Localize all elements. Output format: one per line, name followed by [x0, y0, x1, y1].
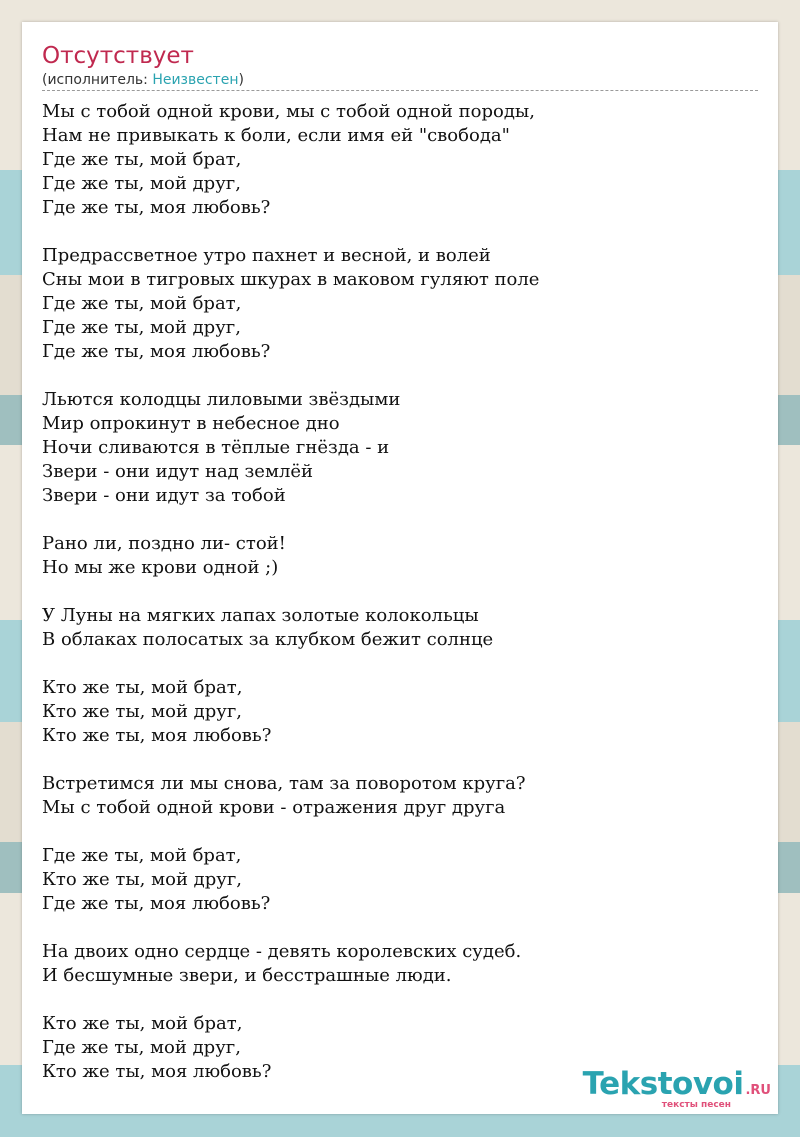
artist-prefix: (исполнитель:	[42, 72, 153, 88]
title-divider	[42, 90, 758, 91]
logo-tld: .RU	[745, 1083, 771, 1098]
artist-suffix: )	[238, 72, 244, 88]
logo-name: Tekstovoi	[582, 1066, 744, 1102]
artist-link[interactable]: Неизвестен	[152, 72, 239, 88]
song-title: Отсутствует	[42, 43, 194, 69]
logo-tagline: тексты песен	[661, 1100, 731, 1110]
lyrics-text: Мы с тобой одной крови, мы с тобой одной породы, Нам не привыкать к боли, если имя ей "свобода" Где же ты, мой брат, Где же ты, мой друг, Где же ты, моя любовь? Предрассветное утро пахнет и весной, и волей Сны мои в тигровых шкурах в маковом гуляют поле Где же ты, мой брат, Где же ты, мой друг, Где же ты, моя любовь? Льются колодцы лиловыми звёздыми Мир опрокинут в небесное дно Ночи сливаются в тёплые гнёзда - и Звери - они идут над землёй Звери - они идут за тобой Рано ли, поздно ли- стой! Но мы же крови одной ;) У Луны на мягких лапах золотые колокольцы В облаках полосатых за клубком бежит солнце Кто же ты, мой брат, Кто же ты, мой друг, Кто же ты, моя любовь? Встретимся ли мы снова, там за поворотом круга? Мы с тобой одной крови - отражения друг друга Где же ты, мой брат, Кто же ты, мой друг, Где же ты, моя любовь? На двоих одно сердце - девять королевских судеб. И бесшумные звери, и бесстрашные люди. Кто же ты, мой брат, Где же ты, мой друг, Кто же ты, моя любовь?	[42, 101, 540, 1082]
artist-line	[42, 71, 244, 89]
site-logo[interactable]	[583, 1068, 771, 1110]
lyrics-card	[22, 22, 778, 1114]
